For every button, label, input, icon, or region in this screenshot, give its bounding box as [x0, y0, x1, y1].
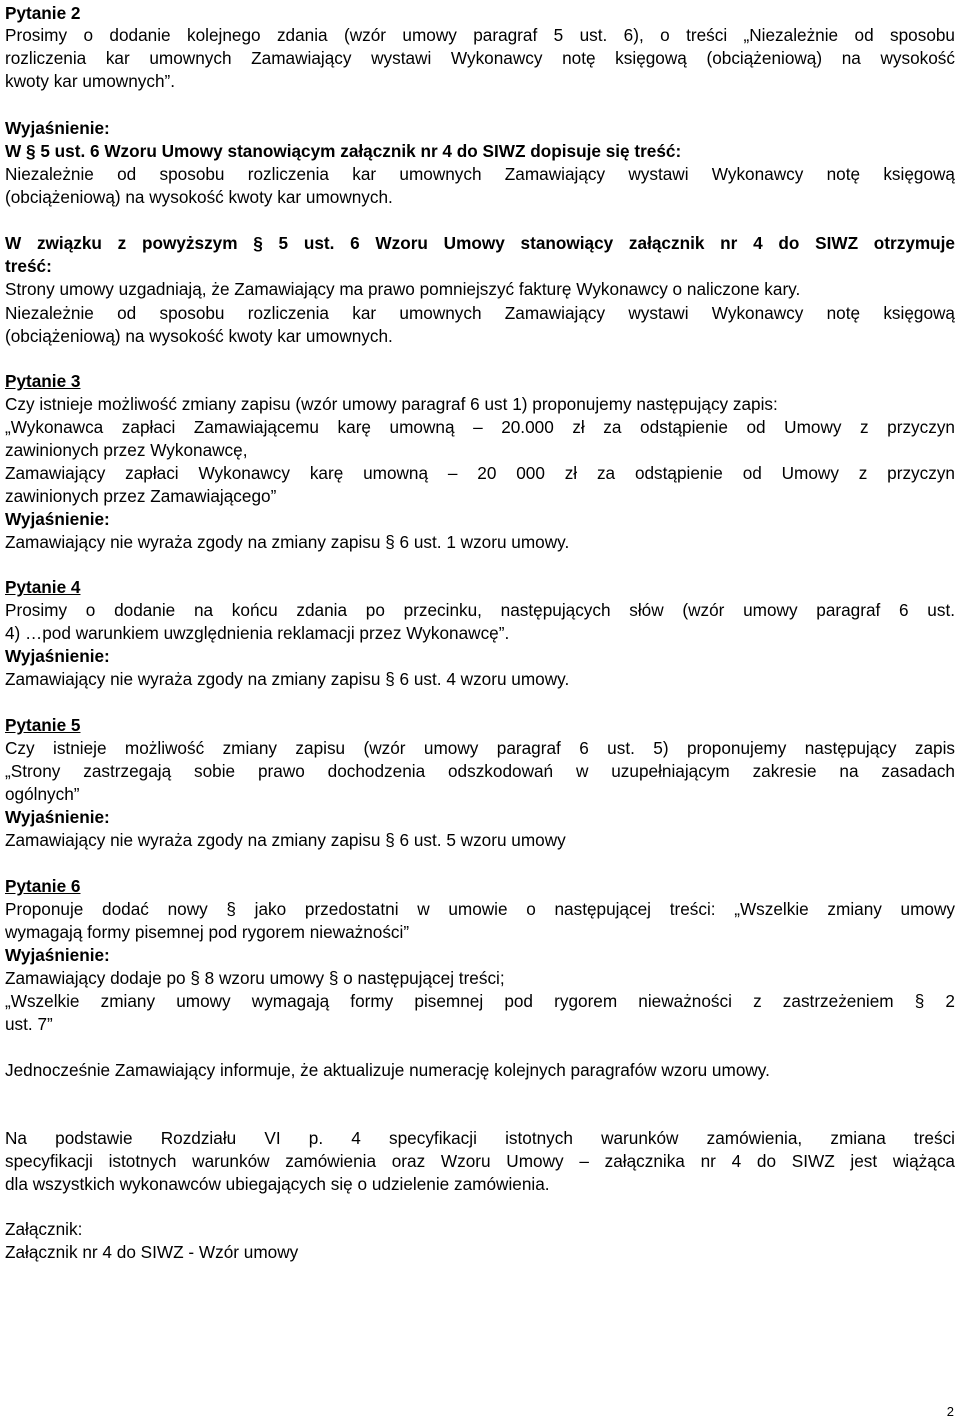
text-line: Załącznik: — [5, 1219, 83, 1239]
text-line: (obciążeniową) na wysokość kwoty kar umownych. — [5, 326, 393, 346]
text-line: Niezależnie od sposobu rozliczenia kar umownych Zamawiający wystawi Wykonawcy notę księgową — [5, 164, 955, 184]
text-line: Prosimy o dodanie kolejnego zdania (wzór umowy paragraf 5 ust. 6), o treści „Niezależnie od sposobu — [5, 25, 955, 45]
text-line: specyfikacji istotnych warunków zamówienia oraz Wzoru Umowy – załącznika nr 4 do SIWZ jest wiążąca — [5, 1151, 955, 1171]
text-line: ust. 7” — [5, 1014, 53, 1034]
text-line: Na podstawie Rozdziału VI p. 4 specyfikacji istotnych warunków zamówienia, zmiana treści — [5, 1128, 955, 1148]
text-line: Pytanie 2 — [5, 3, 81, 23]
text-line: (obciążeniową) na wysokość kwoty kar umownych. — [5, 187, 393, 207]
text-line: Jednocześnie Zamawiający informuje, że aktualizuje numerację kolejnych paragrafów wzoru umowy. — [5, 1060, 770, 1080]
text-line: Wyjaśnienie: — [5, 509, 110, 529]
text-line: Pytanie 4 — [5, 577, 81, 597]
text-line: Niezależnie od sposobu rozliczenia kar umownych Zamawiający wystawi Wykonawcy notę księgową — [5, 303, 955, 323]
text-line: Wyjaśnienie: — [5, 807, 110, 827]
text-line: Zamawiający nie wyraża zgody na zmiany zapisu § 6 ust. 5 wzoru umowy — [5, 830, 566, 850]
text-line: treść: — [5, 256, 52, 276]
text-line: Pytanie 5 — [5, 715, 81, 735]
text-line: zawinionych przez Zamawiającego” — [5, 486, 277, 506]
text-line: Zamawiający nie wyraża zgody na zmiany zapisu § 6 ust. 4 wzoru umowy. — [5, 669, 570, 689]
text-line: Czy istnieje możliwość zmiany zapisu (wzór umowy paragraf 6 ust. 5) proponujemy następujący zapis — [5, 738, 955, 758]
text-line: Prosimy o dodanie na końcu zdania po przecinku, następujących słów (wzór umowy paragraf 6 ust. — [5, 600, 955, 620]
text-line: Czy istnieje możliwość zmiany zapisu (wzór umowy paragraf 6 ust 1) proponujemy następujący zapis: — [5, 394, 778, 414]
text-line: 4) …pod warunkiem uwzględnienia reklamacji przez Wykonawcę”. — [5, 623, 510, 643]
text-line: ogólnych” — [5, 784, 80, 804]
text-line: Pytanie 6 — [5, 876, 81, 896]
text-line: W § 5 ust. 6 Wzoru Umowy stanowiącym załącznik nr 4 do SIWZ dopisuje się treść: — [5, 141, 682, 161]
text-line: Wyjaśnienie: — [5, 118, 110, 138]
text-line: Wyjaśnienie: — [5, 945, 110, 965]
text-line: Pytanie 3 — [5, 371, 81, 391]
text-line: rozliczenia kar umownych Zamawiający wystawi Wykonawcy notę księgową (obciążeniową) na wysokość — [5, 48, 955, 68]
text-line: W związku z powyższym § 5 ust. 6 Wzoru Umowy stanowiący załącznik nr 4 do SIWZ otrzymuje — [5, 233, 955, 253]
text-line: Wyjaśnienie: — [5, 646, 110, 666]
text-line: Załącznik nr 4 do SIWZ - Wzór umowy — [5, 1242, 299, 1262]
text-line: dla wszystkich wykonawców ubiegających się o udzielenie zamówienia. — [5, 1174, 550, 1194]
text-line: „Wszelkie zmiany umowy wymagają formy pisemnej pod rygorem nieważności z zastrzeżeniem § 2 — [5, 991, 955, 1011]
text-line: Proponuje dodać nowy § jako przedostatni w umowie o następującej treści: „Wszelkie zmiany umowy — [5, 899, 955, 919]
text-line: Zamawiający zapłaci Wykonawcy karę umowną – 20 000 zł za odstąpienie od Umowy z przyczyn — [5, 463, 955, 483]
text-line: wymagają formy pisemnej pod rygorem nieważności” — [5, 922, 410, 942]
page-number: 2 — [946, 1404, 954, 1419]
text-line: Zamawiający dodaje po § 8 wzoru umowy § o następującej treści; — [5, 968, 505, 988]
text-line: Strony umowy uzgadniają, że Zamawiający ma prawo pomniejszyć fakturę Wykonawcy o naliczone kary. — [5, 279, 801, 299]
text-line: Zamawiający nie wyraża zgody na zmiany zapisu § 6 ust. 1 wzoru umowy. — [5, 532, 570, 552]
text-line: „Strony zastrzegają sobie prawo dochodzenia odszkodowań w uzupełniającym zakresie na zasadach — [5, 761, 955, 781]
text-line: kwoty kar umownych”. — [5, 71, 176, 91]
text-line: zawinionych przez Wykonawcę, — [5, 440, 248, 460]
text-line: „Wykonawca zapłaci Zamawiającemu karę umowną – 20.000 zł za odstąpienie od Umowy z przyczyn — [5, 417, 955, 437]
